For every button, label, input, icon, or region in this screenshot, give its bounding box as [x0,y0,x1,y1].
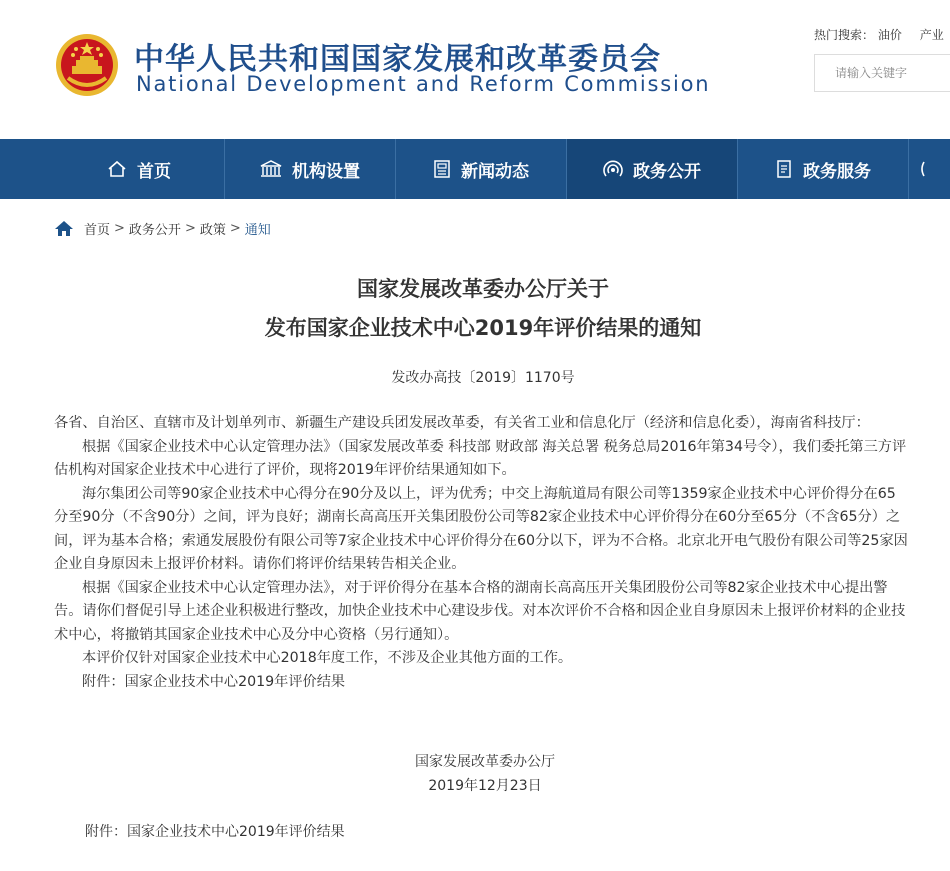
site-title-chinese: 中华人民共和国国家发展和改革委员会 [134,42,661,77]
article-paragraph: 根据《国家企业技术中心认定管理办法》，对于评价得分在基本合格的湖南长高高压开关集团股份公司等82家企业技术中心提出警告。请你们督促引导上述企业积极进行整改，加快企业技术中心建设步伐。对本次评价不合格和因企业自身原因未上报评价材料的企业技术中心，将撤销其国家企业技术中心及分中心资格（另行通知）。 [54,579,906,643]
breadcrumb-notice[interactable]: 通知 [244,223,271,238]
attachment [85,821,345,841]
nav-item-label: 机构设置 [292,161,360,182]
home-icon[interactable] [54,220,74,237]
breadcrumb-separator: > [229,221,241,236]
news-icon [433,160,451,178]
site-title-english: National Development and Reform Commission [136,72,711,96]
search-box [814,54,950,92]
article-title-line2: 发布国家企业技术中心2019年评价结果的通知 [264,316,702,340]
nav-item-government-services[interactable] [738,139,909,199]
nav-item-news[interactable] [396,139,567,199]
nav-item-government-affairs[interactable] [567,139,738,199]
signature-date: 2019年12月23日 [428,778,542,794]
article-title-line1: 国家发展改革委办公厅关于 [357,277,609,301]
attachment-note: 附件：国家企业技术中心2019年评价结果 [82,673,346,690]
site-header [0,0,950,139]
document-number: 发改办高技〔2019〕1170号 [391,370,575,386]
main-nav [0,139,950,199]
hot-search-label: 热门搜索： [814,28,875,42]
article-body [54,412,910,694]
nav-item-label: 政务服务 [803,161,871,182]
building-icon [260,160,282,178]
article-paragraph: 根据《国家企业技术中心认定管理办法》（国家发展改革委 科技部 财政部 海关总署 税务总局2016年第34号令），我们委托第三方评估机构对国家企业技术中心进行了评价，现将2019年评价结果通知如下。 [54,438,907,478]
partial-nav-icon [920,160,930,178]
signatory: 国家发展改革委办公厅 [415,754,555,770]
broadcast-icon [603,160,623,178]
nav-item-more[interactable] [909,139,950,199]
national-emblem-icon [54,32,120,98]
hot-search-term-industry[interactable]: 产业 [919,28,944,42]
nav-item-label: 新闻动态 [461,161,529,182]
nav-item-home[interactable] [54,139,225,199]
breadcrumb-separator: > [114,221,125,236]
breadcrumb-policy[interactable]: 政策 [199,223,226,238]
search-input[interactable] [815,55,950,91]
breadcrumb-home[interactable]: 首页 [84,223,111,238]
breadcrumb-government-affairs[interactable]: 政务公开 [128,223,181,238]
breadcrumb [54,219,271,238]
addressee: 各省、自治区、直辖市及计划单列市、新疆生产建设兵团发展改革委，有关省工业和信息化厅（经济和信息化委），海南省科技厅： [54,415,870,431]
hot-search-term-oil-price[interactable]: 油价 [877,28,902,42]
nav-item-organization[interactable] [225,139,396,199]
hot-search [814,26,950,43]
attachment-link[interactable]: 国家企业技术中心2019年评价结果 [127,824,345,840]
document-icon [775,160,793,178]
nav-item-label: 首页 [137,161,171,182]
article-paragraph: 本评价仅针对国家企业技术中心2018年度工作，不涉及企业其他方面的工作。 [82,650,573,666]
article-paragraph: 海尔集团公司等90家企业技术中心得分在90分及以上，评为优秀；中交上海航道局有限公司等1359家企业技术中心评价得分在65分至90分（不含90分）之间，评为良好；湖南长高高压开关集团股份公司等82家企业技术中心评价得分在60分至65分（不含65分）之间，评为基本合格；索通发展股份有限公司等7家企业技术中心评价得分在60分以下，评为不合格。北京北开电气股份有限公司等25家因企业自身原因未上报评价材料。请你们将评价结果转告相关企业。 [54,485,908,572]
breadcrumb-separator: > [184,221,196,236]
home-icon [107,160,127,178]
nav-item-label: 政务公开 [633,161,701,182]
attachment-label: 附件： [85,824,127,840]
